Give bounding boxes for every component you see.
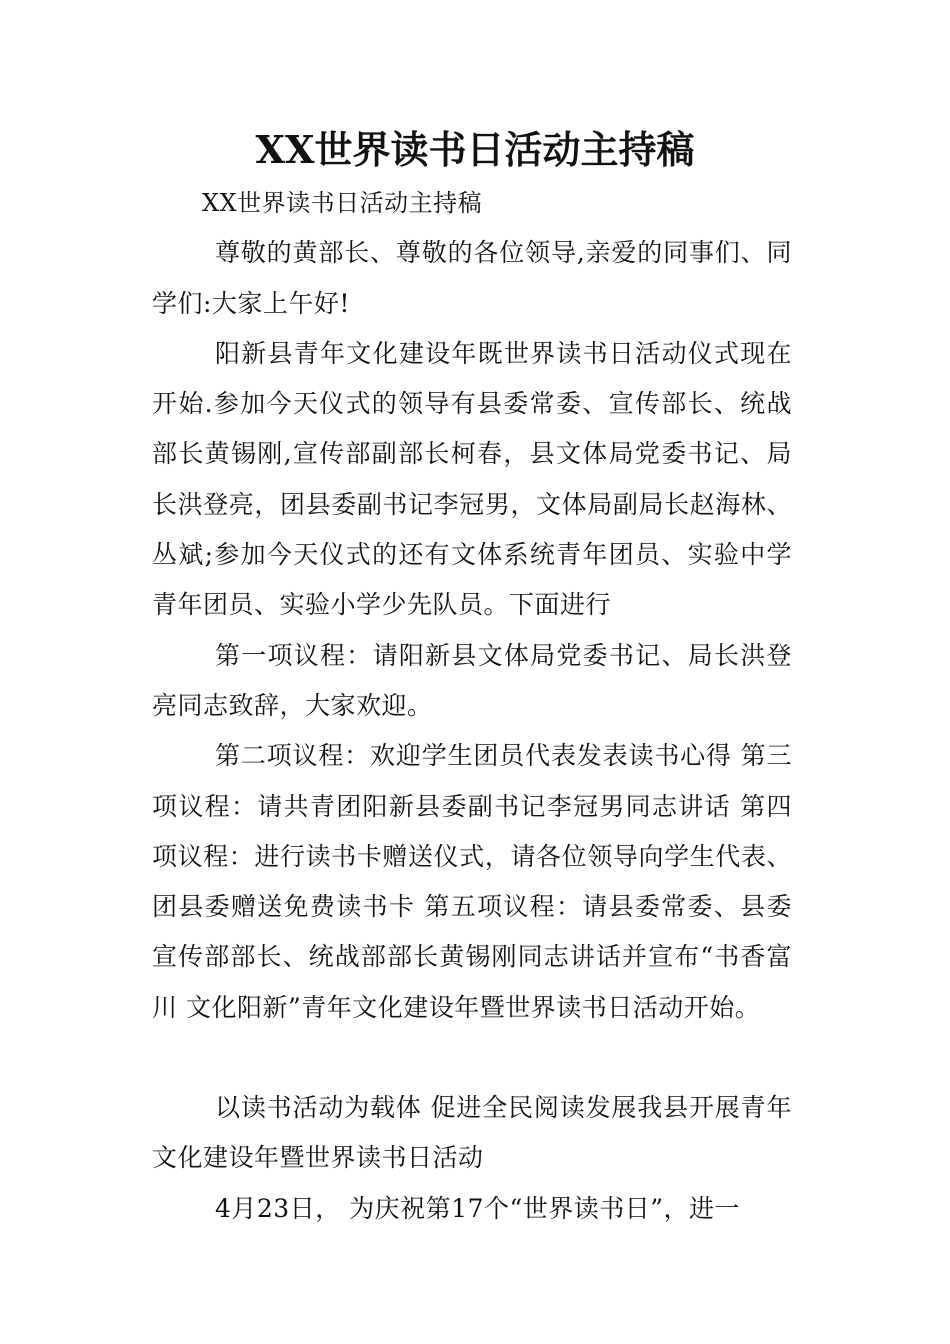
paragraph-agenda-one: 第一项议程：请阳新县文体局党委书记、局长洪登亮同志致辞，大家欢迎。 — [152, 640, 792, 720]
paragraph-agenda-rest: 第二项议程：欢迎学生团员代表发表读书心得 第三项议程：请共青团阳新县委副书记李冠男同志讲话 第四项议程：进行读书卡赠送仪式，请各位领导向学生代表、团县委赠送免费读书卡 第五项议程：请县委常委、县委宣传部部长、统战部部长黄锡刚同志讲话并宣布“书香富川 文化阳新”青年文化建设年暨世界读书日活动开始。 — [152, 741, 792, 1022]
document-body — [152, 178, 792, 1234]
paragraph-spacer — [152, 1033, 792, 1083]
document-title: XX世界读书日活动主持稿 — [255, 127, 695, 172]
paragraph-opening: 阳新县青年文化建设年既世界读书日活动仪式现在开始.参加今天仪式的领导有县委常委、宣传部长、统战部长黄锡刚,宣传部副部长柯春，县文体局党委书记、局长洪登亮，团县委副书记李冠男，文体局副局长赵海林、丛斌;参加今天仪式的还有文体系统青年团员、实验中学青年团员、实验小学少先队员。下面进行 — [152, 338, 792, 620]
paragraph-subtitle: XX世界读书日活动主持稿 — [202, 189, 483, 217]
paragraph-greeting: 尊敬的黄部长、尊敬的各位领导,亲爱的同事们、同学们:大家上午好! — [152, 238, 792, 318]
paragraph-section-heading: 以读书活动为载体 促进全民阅读发展我县开展青年文化建设年暨世界读书日活动 — [152, 1093, 792, 1173]
paragraph-date-intro: 4月23日， 为庆祝第17个“世界读书日”，进一 — [215, 1193, 741, 1223]
